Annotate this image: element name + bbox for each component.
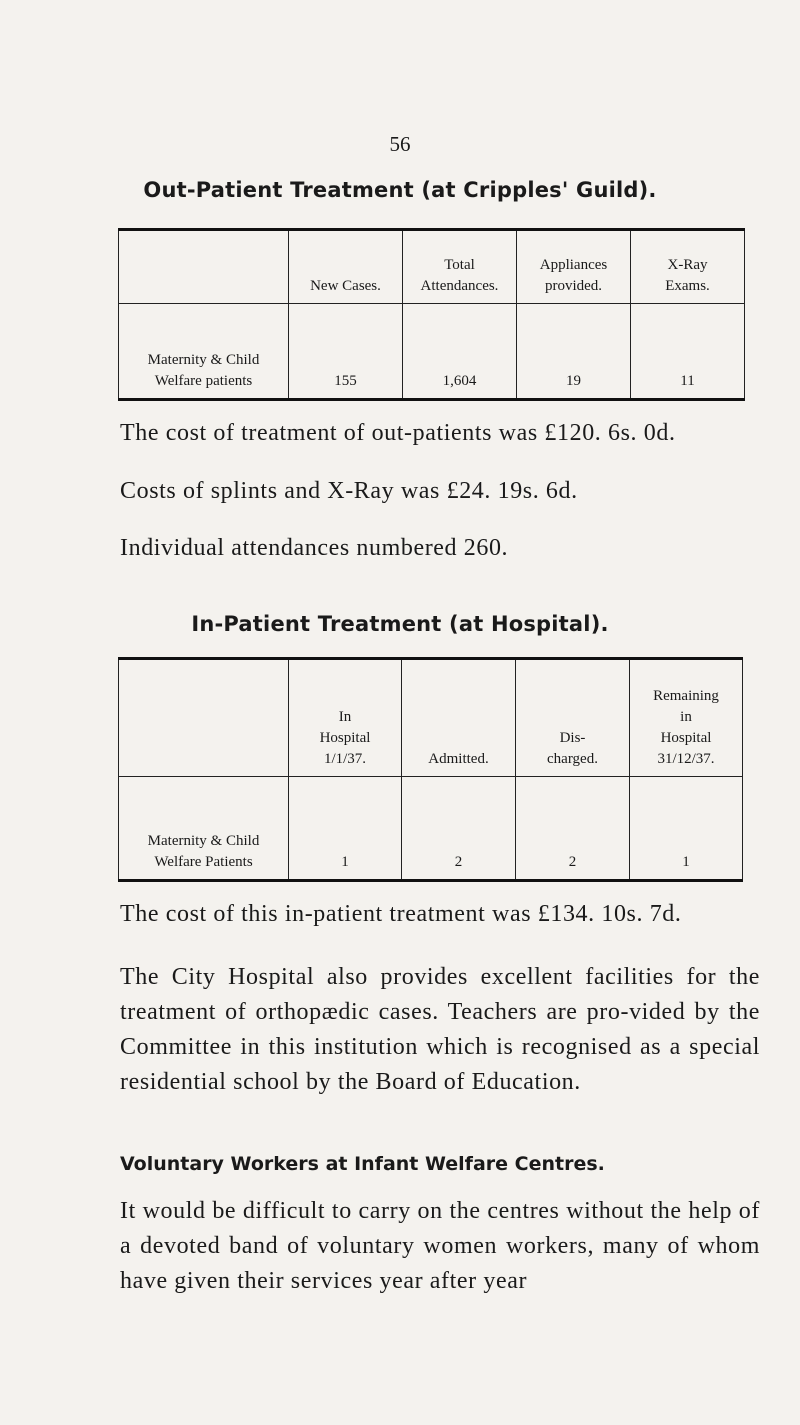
table-cell: 11 [631,304,745,400]
splints-xray-cost-text: Costs of splints and X-Ray was £24. 19s. 6d. [120,478,578,504]
outpatient-cost-text: The cost of treatment of out-patients was £120. 6s. 0d. [120,420,676,446]
page-number: 56 [389,132,411,156]
table-cell: 19 [517,304,631,400]
column-header [403,230,517,304]
voluntary-workers-paragraph: It would be difficult to carry on the centres without the help of a devoted band of voluntary women workers, many of whom have given their services year after year [120,1198,760,1294]
table-row [119,304,745,400]
inpatient-cost-text: The cost of this in-patient treatment was £134. 10s. 7d. [120,901,682,927]
column-header [289,230,403,304]
column-header-label: In Hospital 1/1/37. [319,709,371,767]
column-header [631,230,745,304]
row-label: Maternity & Child Welfare Patients [119,777,289,881]
column-header [630,659,743,777]
city-hospital-paragraph: The City Hospital also provides excellent facilities for the treatment of orthopædic cases. Teachers are pro-vided by the Committee in this institution which is recognised as a special residential school by the Board of Education. [120,964,760,1095]
table-cell: 1 [289,777,402,881]
column-header-label: Remaining in Hospital 31/12/37. [653,688,719,767]
column-header [402,659,516,777]
table-cell: 155 [289,304,403,400]
inpatient-heading: In-Patient Treatment (at Hospital). [191,612,609,636]
column-header [119,230,289,304]
column-header-label: Dis- charged. [547,730,598,767]
table-cell: 2 [516,777,630,881]
column-header-label: New Cases. [310,278,381,294]
table-header-row [119,659,743,777]
column-header [119,659,289,777]
inpatient-table [118,657,743,882]
column-header-label: Total Attendances. [420,257,499,294]
voluntary-workers-heading: Voluntary Workers at Infant Welfare Centres. [120,1153,605,1175]
outpatient-table [118,228,745,401]
column-header [516,659,630,777]
attendances-text: Individual attendances numbered 260. [120,535,509,561]
column-header [289,659,402,777]
column-header-label: X-Ray Exams. [665,257,710,294]
table-row [119,777,743,881]
column-header-label: Appliances provided. [539,257,608,294]
table-cell: 1,604 [403,304,517,400]
table-header-row [119,230,745,304]
table-cell: 1 [630,777,743,881]
row-label: Maternity & Child Welfare patients [119,304,289,400]
outpatient-heading: Out-Patient Treatment (at Cripples' Guild). [143,178,657,202]
column-header-label: Admitted. [428,751,489,767]
column-header [517,230,631,304]
table-cell: 2 [402,777,516,881]
